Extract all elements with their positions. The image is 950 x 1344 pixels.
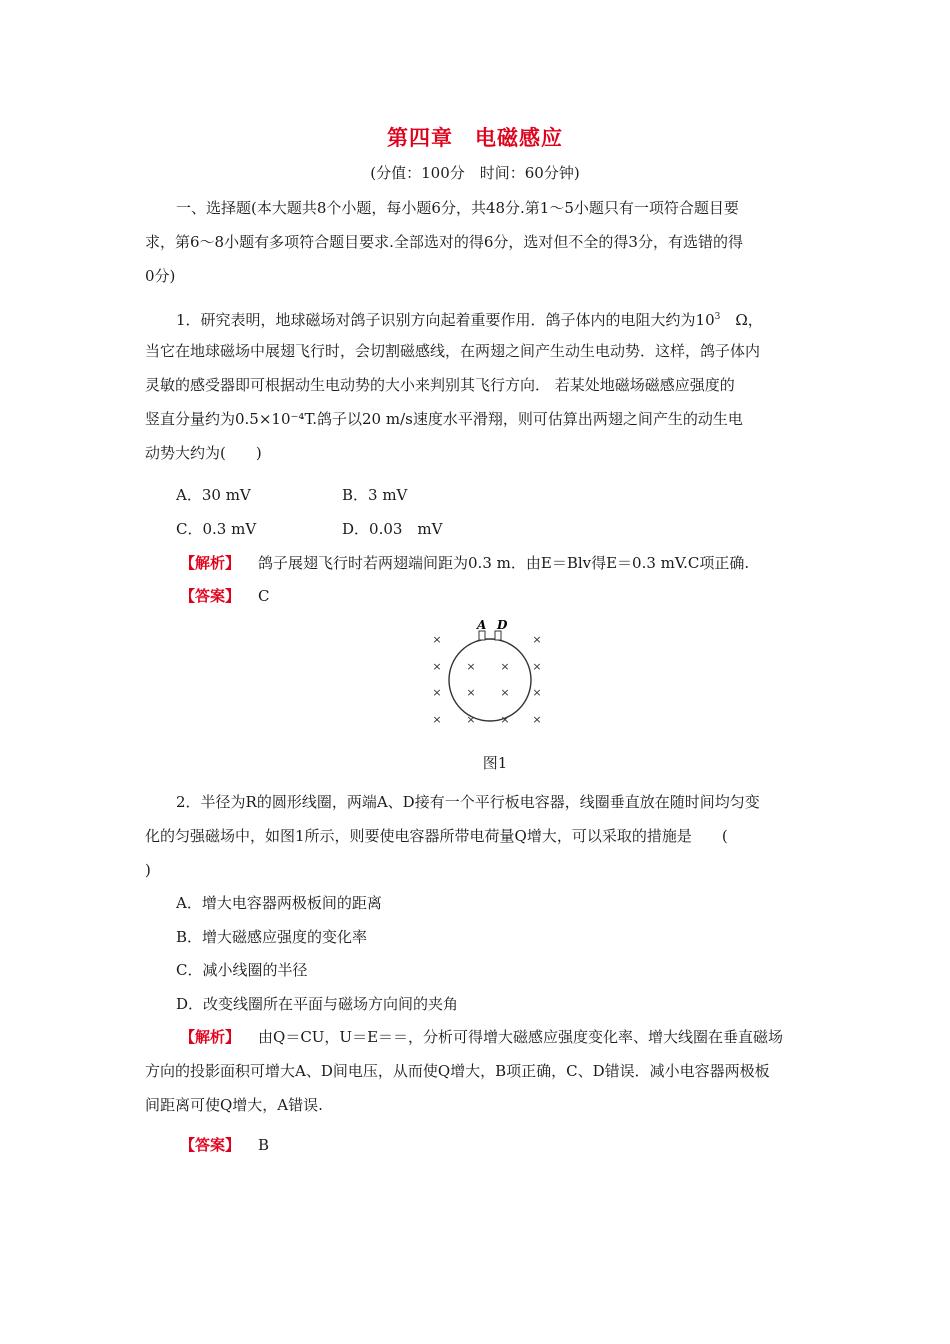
q2-analysis bbox=[180, 1027, 783, 1047]
q1-analysis bbox=[180, 553, 749, 573]
field-cross: × bbox=[466, 686, 476, 699]
field-cross: × bbox=[532, 686, 542, 699]
label-a: A bbox=[477, 618, 487, 632]
question-2-line: 2．半径为R的圆形线圈，两端A、D接有一个平行板电容器，线圈垂直放在随时间均匀变 bbox=[176, 793, 760, 811]
answer-text: C bbox=[258, 587, 270, 605]
question-1-line bbox=[176, 307, 763, 330]
exponent: 3 bbox=[714, 312, 721, 322]
field-cross: × bbox=[500, 686, 510, 699]
q1-options-row bbox=[176, 485, 576, 505]
question-1-line: 竖直分量约为0.5×10⁻⁴T.鸽子以20 m/s速度水平滑翔，则可估算出两翅之间产生的动生电 bbox=[145, 410, 743, 428]
q2-analysis-line: 间距离可使Q增大，A错误. bbox=[145, 1096, 323, 1114]
section-header-line: 求，第6～8小题有多项符合题目要求.全部选对的得6分，选对但不全的得3分，有选错的得 bbox=[145, 233, 743, 251]
field-cross: × bbox=[432, 686, 442, 699]
figure-1-caption: 图1 bbox=[482, 754, 508, 772]
question-1-text: Ω， bbox=[720, 311, 763, 329]
capacitor-plate-a bbox=[479, 631, 485, 640]
analysis-tag: 【解析】 bbox=[180, 1028, 241, 1046]
q2-option-d: D．改变线圈所在平面与磁场方向间的夹角 bbox=[176, 995, 459, 1013]
question-2-line: ) bbox=[145, 861, 151, 879]
analysis-text: 由Q＝CU，U＝E＝＝，分析可得增大磁感应强度变化率、增大线圈在垂直磁场 bbox=[258, 1028, 784, 1046]
field-cross: × bbox=[432, 713, 442, 726]
question-1-line: 灵敏的感受器即可根据动生电动势的大小来判别其飞行方向． 若某处地磁场磁感应强度的 bbox=[145, 376, 735, 394]
q2-answer bbox=[180, 1135, 269, 1155]
q1-option-b: B．3 mV bbox=[342, 486, 408, 504]
field-cross: × bbox=[532, 713, 542, 726]
answer-tag: 【答案】 bbox=[180, 1136, 241, 1154]
field-cross: × bbox=[532, 660, 542, 673]
q1-option-d: D．0.03 mV bbox=[342, 520, 443, 538]
question-2-line: 化的匀强磁场中，如图1所示，则要使电容器所带电荷量Q增大，可以采取的措施是 ( bbox=[145, 827, 728, 845]
coil-circle bbox=[449, 639, 531, 721]
field-cross: × bbox=[466, 713, 476, 726]
chapter-title: 第四章 电磁感应 bbox=[387, 126, 563, 150]
capacitor-plate-d bbox=[495, 631, 501, 640]
score-time-info: (分值：100分 时间：60分钟) bbox=[370, 164, 580, 182]
q1-options-row bbox=[176, 519, 576, 539]
label-d: D bbox=[497, 618, 508, 632]
field-cross: × bbox=[432, 633, 442, 646]
q2-analysis-line: 方向的投影面积可增大A、D间电压，从而使Q增大，B项正确，C、D错误．减小电容器两极板 bbox=[145, 1062, 770, 1080]
field-cross: × bbox=[466, 660, 476, 673]
q2-option-c: C．减小线圈的半径 bbox=[176, 961, 308, 979]
q1-option-a: A．30 mV bbox=[176, 486, 251, 504]
section-header-line: 一、选择题(本大题共8个小题，每小题6分，共48分.第1～5小题只有一项符合题目要 bbox=[176, 199, 739, 217]
answer-tag: 【答案】 bbox=[180, 587, 241, 605]
question-1-line: 动势大约为( ) bbox=[145, 444, 262, 462]
section-header-line: 0分) bbox=[145, 267, 176, 285]
field-cross: × bbox=[432, 660, 442, 673]
field-cross: × bbox=[532, 633, 542, 646]
analysis-text: 鸽子展翅飞行时若两翅端间距为0.3 m．由E＝Blv得E＝0.3 mV.C项正确. bbox=[258, 554, 750, 572]
q1-answer bbox=[180, 586, 270, 606]
question-1-line: 当它在地球磁场中展翅飞行时，会切割磁感线，在两翅之间产生动生电动势．这样，鸽子体内 bbox=[145, 342, 761, 360]
q1-option-c: C．0.3 mV bbox=[176, 520, 257, 538]
q2-option-b: B．增大磁感应强度的变化率 bbox=[176, 928, 368, 946]
figure-1-coil-diagram bbox=[420, 615, 560, 730]
q2-option-a: A．增大电容器两极板间的距离 bbox=[176, 894, 382, 912]
question-1-text: 1．研究表明，地球磁场对鸽子识别方向起着重要作用．鸽子体内的电阻大约为10 bbox=[176, 311, 715, 329]
answer-text: B bbox=[258, 1136, 270, 1154]
field-cross: × bbox=[500, 713, 510, 726]
field-cross: × bbox=[500, 660, 510, 673]
analysis-tag: 【解析】 bbox=[180, 554, 241, 572]
